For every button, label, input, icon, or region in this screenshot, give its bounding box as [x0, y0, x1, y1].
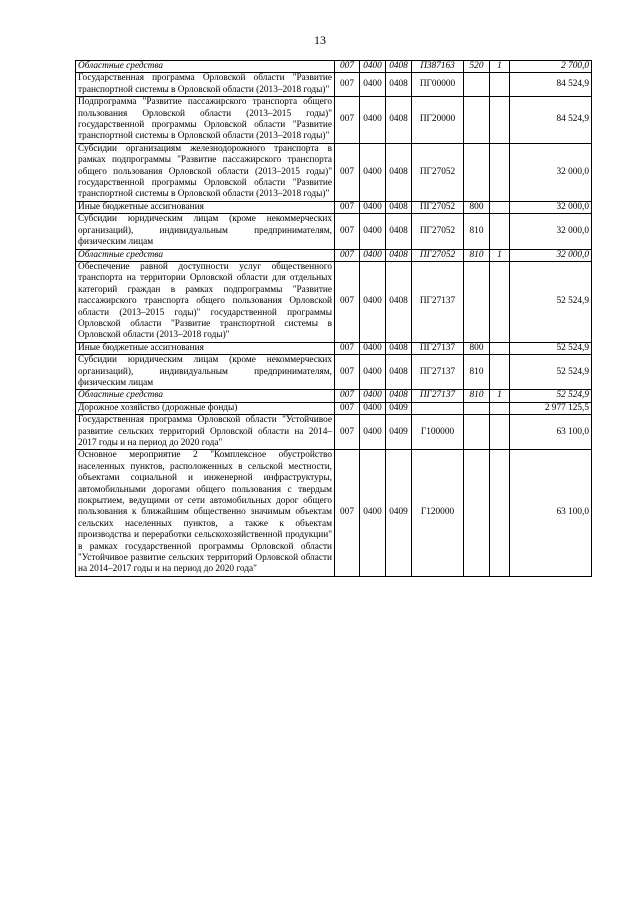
target-article-cell [412, 402, 464, 414]
admin-code-cell: 007 [335, 261, 360, 342]
funding-source-cell [490, 73, 510, 97]
page-number: 13 [314, 33, 326, 47]
expense-type-cell [464, 143, 490, 201]
subsection-code-cell: 0408 [386, 73, 412, 97]
subsection-code-cell: 0408 [386, 390, 412, 402]
section-code-cell: 0400 [360, 143, 386, 201]
expense-type-cell [464, 73, 490, 97]
amount-cell: 32 000,0 [510, 143, 592, 201]
subsection-code-cell: 0408 [386, 201, 412, 213]
funding-source-cell [490, 402, 510, 414]
funding-source-cell: 1 [490, 390, 510, 402]
target-article-cell: Г120000 [412, 450, 464, 576]
budget-table-body [76, 61, 592, 577]
section-code-cell: 0400 [360, 73, 386, 97]
row-name-cell: Субсидии организациям железнодорожного транспорта в рамках подпрограммы "Развитие пассажирского транспорта общего пользования Орловской области (2013–2015 годы)" государственной программы Орловской области "Развитие транспортной системы в Орловской области (2013–2018 годы)" [76, 143, 335, 201]
section-code-cell: 0400 [360, 390, 386, 402]
section-code-cell: 0400 [360, 261, 386, 342]
target-article-cell: ПГ27052 [412, 143, 464, 201]
row-name-cell: Государственная программа Орловской области "Развитие транспортной системы в Орловской области (2013–2018 годы)" [76, 73, 335, 97]
expense-type-cell: 810 [464, 214, 490, 249]
table-row [76, 143, 592, 201]
admin-code-cell: 007 [335, 450, 360, 576]
section-code-cell: 0400 [360, 201, 386, 213]
funding-source-cell: 1 [490, 61, 510, 73]
amount-cell: 32 000,0 [510, 249, 592, 261]
budget-table [75, 60, 592, 577]
expense-type-cell: 800 [464, 201, 490, 213]
section-code-cell: 0400 [360, 402, 386, 414]
funding-source-cell [490, 261, 510, 342]
admin-code-cell: 007 [335, 214, 360, 249]
funding-source-cell: 1 [490, 249, 510, 261]
row-name-cell: Обеспечение равной доступности услуг общественного транспорта на территории Орловской области для отдельных категорий граждан в рамках подпрограммы "Развитие пассажирского транспорта общего пользования Орловской области (2013–2015 годы)" государственной программы Орловской области "Развитие транспортной системы в Орловской области (2013–2018 годы)" [76, 261, 335, 342]
amount-cell: 63 100,0 [510, 415, 592, 450]
subsection-code-cell: 0409 [386, 415, 412, 450]
section-code-cell: 0400 [360, 355, 386, 390]
funding-source-cell [490, 450, 510, 576]
admin-code-cell: 007 [335, 355, 360, 390]
amount-cell: 2 700,0 [510, 61, 592, 73]
subsection-code-cell: 0409 [386, 402, 412, 414]
row-name-cell: Субсидии юридическим лицам (кроме некоммерческих организаций), индивидуальным предпринимателям, физическим лицам [76, 214, 335, 249]
subsection-code-cell: 0408 [386, 342, 412, 354]
amount-cell: 52 524,9 [510, 390, 592, 402]
admin-code-cell: 007 [335, 73, 360, 97]
expense-type-cell: 810 [464, 390, 490, 402]
row-name-cell: Подпрограмма "Развитие пассажирского транспорта общего пользования Орловской области (2013–2015 годы)" государственной программы Орловской области "Развитие транспортной системы в Орловской области (2013–2018 годы)" [76, 97, 335, 144]
subsection-code-cell: 0408 [386, 143, 412, 201]
funding-source-cell [490, 355, 510, 390]
subsection-code-cell: 0408 [386, 61, 412, 73]
funding-source-cell [490, 342, 510, 354]
admin-code-cell: 007 [335, 249, 360, 261]
row-name-cell: Иные бюджетные ассигнования [76, 342, 335, 354]
admin-code-cell: 007 [335, 390, 360, 402]
row-name-cell: Иные бюджетные ассигнования [76, 201, 335, 213]
row-name-cell: Областные средства [76, 390, 335, 402]
section-code-cell: 0400 [360, 97, 386, 144]
expense-type-cell: 800 [464, 342, 490, 354]
table-row [76, 402, 592, 414]
target-article-cell: ПГ27137 [412, 342, 464, 354]
table-row [76, 261, 592, 342]
funding-source-cell [490, 415, 510, 450]
target-article-cell: ПГ27052 [412, 201, 464, 213]
row-name-cell: Областные средства [76, 249, 335, 261]
section-code-cell: 0400 [360, 249, 386, 261]
funding-source-cell [490, 201, 510, 213]
admin-code-cell: 007 [335, 97, 360, 144]
admin-code-cell: 007 [335, 342, 360, 354]
expense-type-cell [464, 415, 490, 450]
amount-cell: 52 524,9 [510, 342, 592, 354]
funding-source-cell [490, 97, 510, 144]
amount-cell: 52 524,9 [510, 261, 592, 342]
target-article-cell: ПГ27052 [412, 214, 464, 249]
table-row [76, 450, 592, 576]
table-row [76, 97, 592, 144]
table-row [76, 214, 592, 249]
admin-code-cell: 007 [335, 415, 360, 450]
row-name-cell: Основное мероприятие 2 "Комплексное обустройство населенных пунктов, расположенных в сельской местности, объектами социальной и инженерной инфраструктуры, автомобильными дорогами общего пользования с твердым покрытием, ведущими от сети автомобильных дорог общего пользования к ближайшим общественно значимым объектам сельских населенных пунктов, а также к объектам производства и переработки сельскохозяйственной продукции" в рамках государственной программы Орловской области "Устойчивое развитие сельских территорий Орловской области на 2014–2017 годы и на период до 2020 года" [76, 450, 335, 576]
subsection-code-cell: 0408 [386, 249, 412, 261]
section-code-cell: 0400 [360, 61, 386, 73]
admin-code-cell: 007 [335, 402, 360, 414]
section-code-cell: 0400 [360, 450, 386, 576]
expense-type-cell [464, 261, 490, 342]
expense-type-cell [464, 402, 490, 414]
admin-code-cell: 007 [335, 61, 360, 73]
section-code-cell: 0400 [360, 214, 386, 249]
expense-type-cell [464, 97, 490, 144]
subsection-code-cell: 0408 [386, 355, 412, 390]
table-row [76, 201, 592, 213]
table-row [76, 342, 592, 354]
amount-cell: 84 524,9 [510, 73, 592, 97]
target-article-cell: ПГ27137 [412, 390, 464, 402]
section-code-cell: 0400 [360, 342, 386, 354]
amount-cell: 32 000,0 [510, 201, 592, 213]
target-article-cell: П387163 [412, 61, 464, 73]
amount-cell: 63 100,0 [510, 450, 592, 576]
table-row [76, 61, 592, 73]
target-article-cell: ПГ27052 [412, 249, 464, 261]
table-row [76, 355, 592, 390]
expense-type-cell [464, 450, 490, 576]
funding-source-cell [490, 143, 510, 201]
row-name-cell: Государственная программа Орловской области "Устойчивое развитие сельских территорий Орловской области на 2014–2017 годы и на период до 2020 года" [76, 415, 335, 450]
target-article-cell: Г100000 [412, 415, 464, 450]
target-article-cell: ПГ20000 [412, 97, 464, 144]
amount-cell: 52 524,9 [510, 355, 592, 390]
row-name-cell: Дорожное хозяйство (дорожные фонды) [76, 402, 335, 414]
expense-type-cell: 810 [464, 355, 490, 390]
expense-type-cell: 520 [464, 61, 490, 73]
row-name-cell: Субсидии юридическим лицам (кроме некоммерческих организаций), индивидуальным предпринимателям, физическим лицам [76, 355, 335, 390]
target-article-cell: ПГ00000 [412, 73, 464, 97]
expense-type-cell: 810 [464, 249, 490, 261]
table-row [76, 73, 592, 97]
amount-cell: 2 977 125,5 [510, 402, 592, 414]
row-name-cell: Областные средства [76, 61, 335, 73]
table-row [76, 390, 592, 402]
amount-cell: 32 000,0 [510, 214, 592, 249]
table-row [76, 415, 592, 450]
amount-cell: 84 524,9 [510, 97, 592, 144]
funding-source-cell [490, 214, 510, 249]
subsection-code-cell: 0408 [386, 214, 412, 249]
admin-code-cell: 007 [335, 143, 360, 201]
target-article-cell: ПГ27137 [412, 355, 464, 390]
admin-code-cell: 007 [335, 201, 360, 213]
table-row [76, 249, 592, 261]
subsection-code-cell: 0409 [386, 450, 412, 576]
section-code-cell: 0400 [360, 415, 386, 450]
target-article-cell: ПГ27137 [412, 261, 464, 342]
subsection-code-cell: 0408 [386, 97, 412, 144]
subsection-code-cell: 0408 [386, 261, 412, 342]
